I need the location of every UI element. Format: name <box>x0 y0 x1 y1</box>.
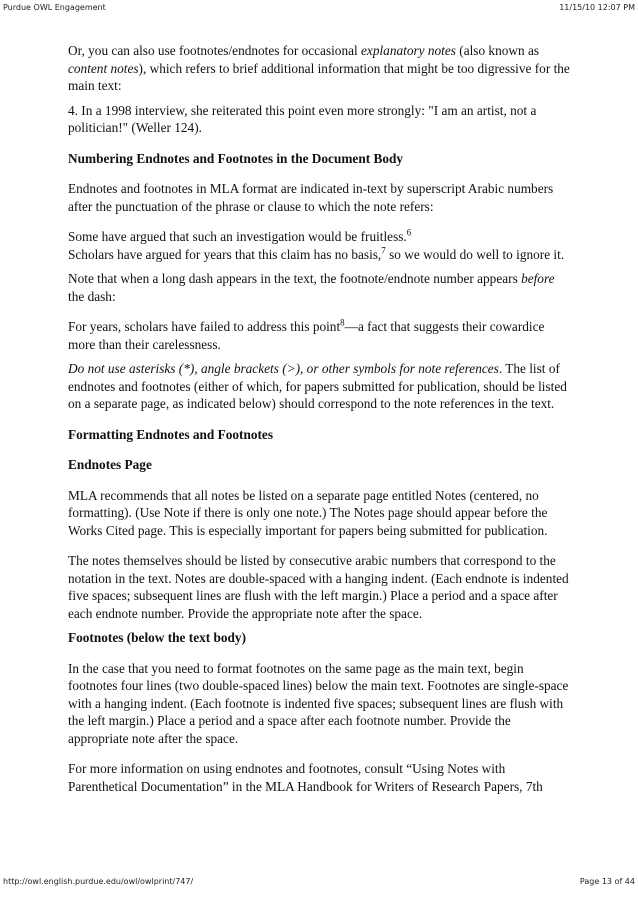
paragraph-numbering: Endnotes and footnotes in MLA format are indicated in-text by superscript Arabic numbers after the punctuation of the phrase or clause to which the note refers: <box>68 181 554 214</box>
paragraph-footnotes: In the case that you need to format footnotes on the same page as the main text, begin footnotes four lines (two double-spaced lines) below the main text. Footnotes are single-space with a hanging indent. (Each footnote is indented five spaces; subsequent lines are flush with the left margin.) Place a period and a space after each footnote number. Provide the appropriate note after the space. <box>68 660 569 746</box>
heading-endnotes-page: Endnotes Page <box>68 457 152 472</box>
example-note: 4. In a 1998 interview, she reiterated this point even more strongly: "I am an artist, not a politician!" (Weller 124). <box>68 102 537 135</box>
paragraph-long-dash: Note that when a long dash appears in the text, the footnote/endnote number appears before the dash: <box>68 271 555 304</box>
paragraph-endnotes-page: MLA recommends that all notes be listed on a separate page entitled Notes (centered, no formatting). (Use Note if there is only one note.) The Notes page should appear before the Works Cited page. This is especially important for papers being submitted for publication. <box>68 487 548 538</box>
example-dash: For years, scholars have failed to address this point$^8$—a fact that suggests their cowardice more than their carelessness. <box>68 317 545 352</box>
heading-footnotes: Footnotes (below the text body) <box>68 630 247 645</box>
header-site-title: Purdue OWL Engagement <box>3 3 106 12</box>
paragraph-no-symbols: Do not use asterisks (*), angle brackets (>), or other symbols for note references. The list of endnotes and footnotes (either of which, for papers submitted for publication, should be listed on a separate page, as indicated below) should correspond to the note references in the text. <box>68 361 567 411</box>
footer-page-number: Page 13 of 44 <box>579 877 635 886</box>
heading-formatting: Formatting Endnotes and Footnotes <box>68 426 274 442</box>
print-footer <box>3 877 635 891</box>
paragraph-more-info: For more information on using endnotes and footnotes, consult “Using Notes with Parenthetical Documentation” in the MLA Handbook for Writers of Research Papers, 7th <box>68 761 543 794</box>
heading-numbering: Numbering Endnotes and Footnotes in the Document Body <box>68 150 404 166</box>
paragraph-explanatory-notes: Or, you can also use footnotes/endnotes for occasional explanatory notes (also known as content notes), which refers to brief additional information that might be too digressive for the main text: <box>68 43 570 93</box>
document-body <box>68 42 574 795</box>
footer-url: http://owl.english.purdue.edu/owl/owlprint/747/ <box>3 877 194 886</box>
paragraph-notes-listing: The notes themselves should be listed by consecutive arabic numbers that correspond to the notation in the text. Notes are double-spaced with a hanging indent. (Each endnote is indented five spaces; subsequent lines are flush with the left margin.) Place a period and a space after each endnote number. Provide the appropriate note after the space. <box>68 553 569 621</box>
header-timestamp: 11/15/10 12:07 PM <box>559 3 635 12</box>
print-header <box>3 3 635 17</box>
example-superscript: Some have argued that such an investigation would be fruitless.$^6$ Scholars have argued for years that this claim has no basis,$^7$ so we would do well to ignore it. <box>68 227 565 262</box>
